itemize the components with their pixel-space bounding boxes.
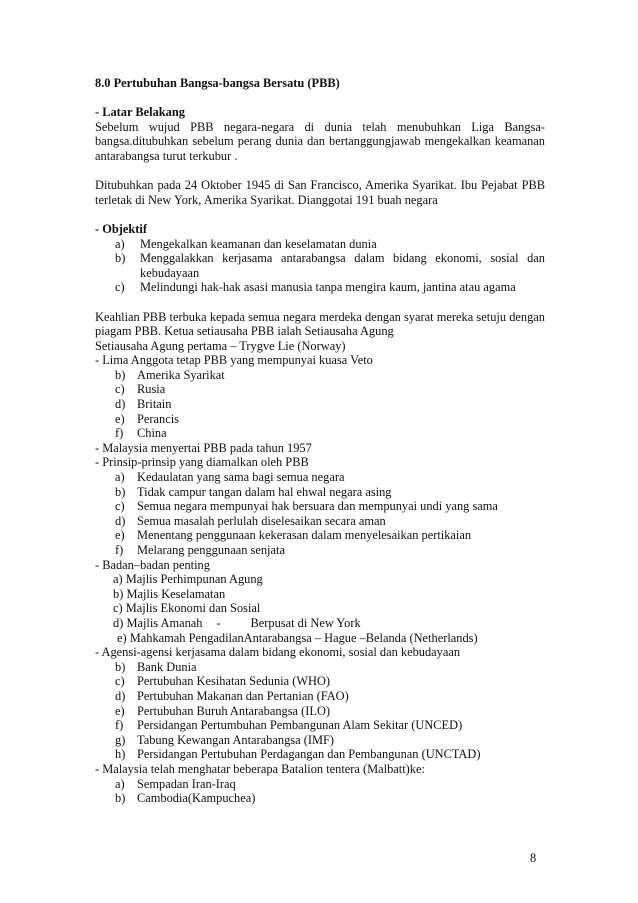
agensi-heading: - Agensi-agensi kerjasama dalam bidang ekonomi, sosial dan kebudayaan xyxy=(95,645,461,660)
list-marker: b) xyxy=(113,586,124,601)
list-marker: e) xyxy=(115,528,125,543)
list-item xyxy=(95,485,545,500)
list-marker: b) xyxy=(115,791,126,806)
list-item xyxy=(95,718,545,733)
list-marker: f) xyxy=(115,543,124,557)
list-marker: h) xyxy=(115,747,126,762)
list-item-text: Cambodia(Kampuchea) xyxy=(137,791,256,806)
list-item xyxy=(95,528,545,543)
veto-heading: - Lima Anggota tetap PBB yang mempunyai kuasa Veto xyxy=(95,353,373,368)
list-item-text: Majlis Perhimpunan Agung xyxy=(125,572,263,587)
list-item xyxy=(95,689,545,704)
list-item-text: Majlis Keselamatan xyxy=(126,586,226,601)
list-marker: c) xyxy=(113,601,123,616)
list-marker: a) xyxy=(115,470,125,485)
list-marker: g) xyxy=(115,732,126,747)
list-marker: c) xyxy=(115,674,125,689)
list-item-text: Tidak campur tangan dalam hal ehwal negara asing xyxy=(137,484,392,499)
list-item-text: Tabung Kewangan Antarabangsa (IMF) xyxy=(137,732,334,747)
list-item xyxy=(95,660,545,675)
list-marker: a) xyxy=(113,572,123,587)
list-marker: b) xyxy=(115,251,126,266)
list-marker: d) xyxy=(113,615,124,630)
list-item xyxy=(95,631,545,646)
list-item-text: Persidangan Pertubuhan Perdagangan dan Pembangunan (UNCTAD) xyxy=(137,747,481,762)
list-item xyxy=(95,616,545,631)
latar-paragraph-2: Ditubuhkan pada 24 Oktober 1945 di San Francisco, Amerika Syarikat. Ibu Pejabat PBB terletak di New York, Amerika Syarikat. Dianggotai 191 buah negara xyxy=(95,178,545,207)
list-marker: a) xyxy=(115,776,125,791)
list-item-text: Mengekalkan keamanan dan keselamatan dunia xyxy=(140,236,377,251)
list-item-text: Pertubuhan Makanan dan Pertanian (FAO) xyxy=(137,688,349,703)
list-item xyxy=(95,368,545,383)
list-item xyxy=(95,777,545,792)
list-item xyxy=(95,237,545,252)
list-marker: a) xyxy=(115,236,125,251)
list-item-text: Pertubuhan Kesihatan Sedunia (WHO) xyxy=(137,674,331,689)
list-item xyxy=(95,733,545,748)
list-item xyxy=(95,280,545,295)
spacer xyxy=(95,207,545,222)
malaysia-join-line: - Malaysia menyertai PBB pada tahun 1957 xyxy=(95,440,312,455)
objektif-heading: - Objektif xyxy=(95,221,147,236)
objektif-list xyxy=(95,237,545,295)
list-marker: d) xyxy=(115,688,126,703)
list-marker: f) xyxy=(115,718,124,733)
list-marker: b) xyxy=(115,484,126,499)
list-item xyxy=(95,470,545,485)
list-item xyxy=(95,251,545,280)
list-item-text: Rusia xyxy=(137,382,166,397)
list-item-text: Menentang penggunaan kekerasan dalam menyelesaikan pertikaian xyxy=(137,528,472,543)
list-marker: e) xyxy=(115,411,125,426)
list-item-text: Perancis xyxy=(137,411,179,426)
list-marker: c) xyxy=(115,382,125,397)
list-marker: c) xyxy=(115,280,125,295)
list-marker: f) xyxy=(115,426,124,441)
list-item xyxy=(95,674,545,689)
list-item xyxy=(95,514,545,529)
keahlian-paragraph: Keahlian PBB terbuka kepada semua negara merdeka dengan syarat mereka setuju dengan piagam PBB. Ketua setiausaha PBB ialah Setiausaha Agung xyxy=(95,309,545,339)
veto-list xyxy=(95,368,545,441)
list-marker: c) xyxy=(115,499,125,514)
list-item-text: Britain xyxy=(137,397,172,412)
list-item xyxy=(95,426,545,441)
list-item-text: Persidangan Pertumbuhan Pembangunan Alam Sekitar (UNCED) xyxy=(137,718,463,733)
list-marker: b) xyxy=(115,659,126,674)
batalion-heading: - Malaysia telah menghatar beberapa Batalion tentera (Malbatt)ke: xyxy=(95,761,425,776)
list-item-text: Sempadan Iran-Iraq xyxy=(137,776,236,791)
list-item xyxy=(95,601,545,616)
list-item xyxy=(95,543,545,558)
prinsip-list xyxy=(95,470,545,558)
list-item-text: Melarang penggunaan senjata xyxy=(137,543,285,557)
page-number: 8 xyxy=(530,851,537,865)
latar-heading: - Latar Belakang xyxy=(95,105,185,120)
list-item xyxy=(95,704,545,719)
list-item xyxy=(95,412,545,427)
list-item xyxy=(95,499,545,514)
batalion-list xyxy=(95,777,545,806)
badan-list xyxy=(95,572,545,645)
list-item-text: Bank Dunia xyxy=(137,659,197,674)
prinsip-heading: - Prinsip-prinsip yang diamalkan oleh PBB xyxy=(95,455,309,470)
list-item-text: Semua negara mempunyai hak bersuara dan mempunyai undi yang sama xyxy=(137,499,498,514)
list-marker: e) xyxy=(115,703,125,718)
separator-dash: - xyxy=(216,615,221,630)
section-title: 8.0 Pertubuhan Bangsa-bangsa Bersatu (PBB) xyxy=(95,76,340,90)
latar-paragraph-1: Sebelum wujud PBB negara-negara di dunia telah menubuhkan Liga Bangsa-bangsa.ditubuhkan sebelum perang dunia dan bertanggungjawab mengekalkan keamanan antarabangsa turut terkubur . xyxy=(95,119,545,163)
list-item-text: Majlis Ekonomi dan Sosial xyxy=(125,601,261,616)
list-item xyxy=(95,791,545,806)
list-marker: d) xyxy=(115,513,126,528)
list-item-note: Berpusat di New York xyxy=(250,615,361,630)
list-item-text: Menggalakkan kerjasama antarabangsa dalam bidang ekonomi, sosial dan kebudayaan xyxy=(140,251,545,280)
agensi-list xyxy=(95,660,545,762)
spacer xyxy=(95,164,545,179)
list-item-text: Amerika Syarikat xyxy=(137,367,225,382)
list-item xyxy=(95,382,545,397)
spacer xyxy=(95,295,545,310)
spacer xyxy=(95,91,545,106)
list-marker: e) xyxy=(117,630,127,645)
list-item-text: Semua masalah perlulah diselesaikan secara aman xyxy=(137,513,386,528)
list-item xyxy=(95,397,545,412)
badan-heading: - Badan–badan penting xyxy=(95,557,210,572)
list-item-text: Pertubuhan Buruh Antarabangsa (ILO) xyxy=(137,703,331,718)
list-item xyxy=(95,587,545,602)
list-item xyxy=(95,572,545,587)
list-item-text: Melindungi hak-hak asasi manusia tanpa mengira kaum, jantina atau agama xyxy=(140,280,516,295)
list-item xyxy=(95,747,545,762)
list-item-text: Kedaulatan yang sama bagi semua negara xyxy=(137,470,345,485)
list-marker: d) xyxy=(115,397,126,412)
list-marker: b) xyxy=(115,367,126,382)
document-page xyxy=(95,76,545,806)
list-item-text: Majlis Amanah xyxy=(126,615,203,630)
list-item-text: Mahkamah PengadilanAntarabangsa – Hague –Belanda (Netherlands) xyxy=(129,630,478,645)
setiausaha-line: Setiausaha Agung pertama – Trygve Lie (Norway) xyxy=(95,338,346,353)
list-item-text: China xyxy=(137,426,167,441)
